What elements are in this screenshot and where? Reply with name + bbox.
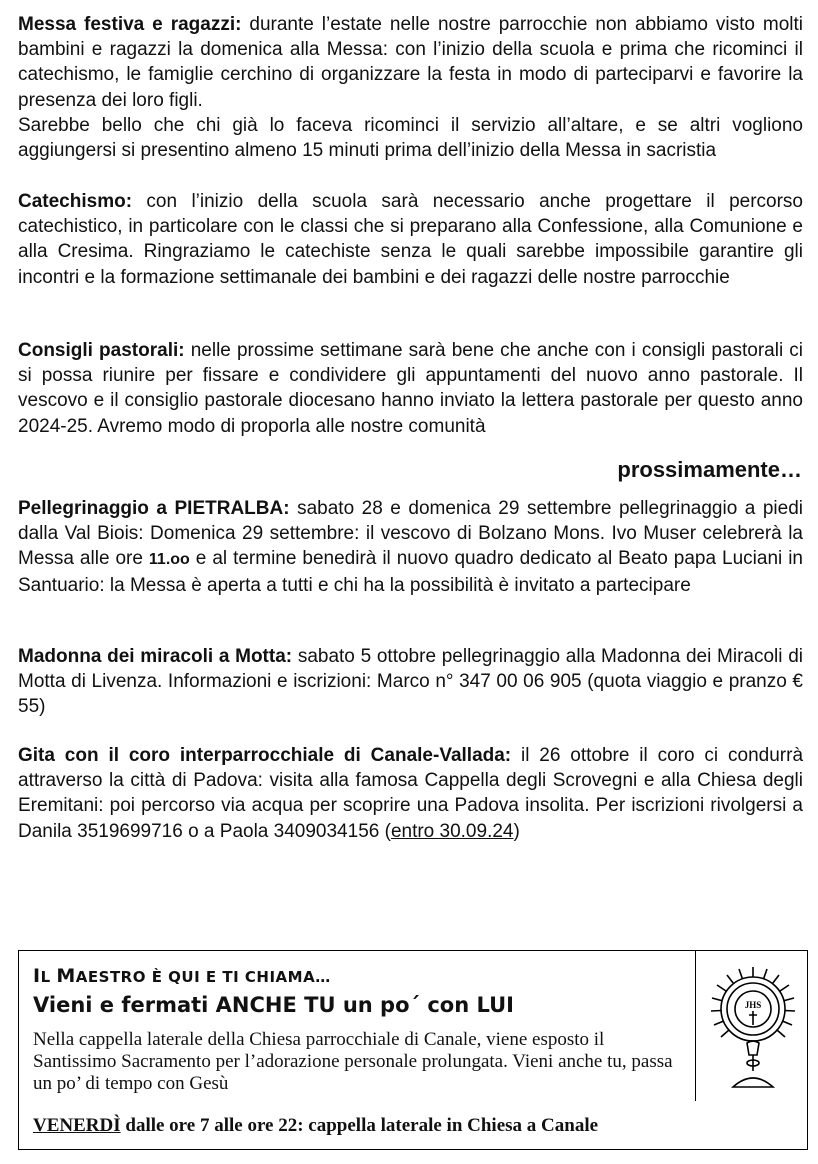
box-title-part: AESTRO È QUI E TI CHIAMA…: [75, 968, 331, 986]
footer-day: VENERDÌ: [33, 1115, 121, 1136]
paragraph-text: sabato 28 e domenica 29 settembre pellegrinaggio a piedi dalla Val Biois: Domenica 29 settembre: il vescovo di Bolzano Mons. Ivo Muser celebrerà la Messa alle ore: [18, 498, 804, 570]
paragraph-text: nelle prossime settimane sarà bene che anche con i consigli pastorali ci si possa riunire per fissare e condividere gli appuntamenti del nuovo anno pastorale. Il vescovo e il consiglio pastorale diocesano hanno inviato la lettera pastorale per questo anno 2024-25. Avremo modo di proporla alle nostre comunità: [18, 340, 804, 437]
paragraph-consigli: [18, 338, 803, 439]
paragraph-gita: [18, 743, 803, 844]
paragraph-madonna: [18, 644, 803, 720]
box-title-part: M: [56, 965, 76, 987]
paragraph-title: Consigli pastorali:: [18, 340, 185, 361]
box-footer: [33, 1115, 598, 1137]
paragraph-text: sabato 5 ottobre pellegrinaggio alla Madonna dei Miracoli di Motta di Livenza. Informazioni e iscrizioni: Marco n° 347 00 06 905 (quota viaggio e pranzo € 55): [18, 646, 803, 718]
paragraph-messa: [18, 12, 803, 163]
paragraph-title: Catechismo:: [18, 191, 133, 212]
paragraph-text: Sarebbe bello che chi già lo faceva ricominci il servizio all’altare, e se altri vogliono aggiungersi si presentino almeno 15 minuti prima dell’inizio della Messa in sacristia: [18, 114, 803, 162]
paragraph-catechismo: [18, 189, 803, 290]
paragraph-title: Gita con il coro interparrocchiale di Canale-Vallada:: [18, 745, 512, 766]
paragraph-text: durante l’estate nelle nostre parrocchie non abbiamo visto molti bambini e ragazzi la domenica alla Messa: con l’inizio della scuola e prima che ricominci il catechismo, le famiglie cerchino di organizzare la festa in modo di parteciparvi e favorire la presenza dei loro figli.: [18, 14, 803, 111]
box-divider: [695, 951, 696, 1101]
monstrance-label: JHS: [744, 1000, 762, 1010]
box-subtitle: Vieni e fermati ANCHE TU un po´ con LUI: [33, 993, 514, 1017]
section-heading-prossimamente: prossimamente…: [617, 457, 802, 482]
paragraph-pellegrinaggio: [18, 496, 803, 598]
paragraph-text: e al termine benedirà il nuovo quadro dedicato al Beato papa Luciani in Santuario: la Messa è aperta a tutti e chi ha la possibilità è invitato a partecipare: [18, 548, 803, 596]
adoration-box: [18, 950, 808, 1150]
paragraph-title: Madonna dei miracoli a Motta:: [18, 646, 293, 667]
paragraph-text: ): [513, 820, 520, 842]
mass-time: 11.oo: [148, 551, 190, 569]
box-title-part: L: [40, 968, 57, 986]
paragraph-title: Pellegrinaggio a PIETRALBA:: [18, 498, 290, 519]
deadline-text: entro 30.09.24: [390, 820, 514, 842]
monstrance-icon: [705, 959, 801, 1095]
paragraph-text: il 26 ottobre il coro ci condurrà attraverso la città di Padova: visita alla famosa Cappella degli Scrovegni e alla Chiesa degli Eremitani: poi percorso via acqua per scoprire una Padova insolita. Per iscrizioni rivolgersi a Danila 3519699716 o a Paola 3409034156 (: [18, 745, 804, 842]
footer-text: dalle ore 7 alle ore 22: cappella laterale in Chiesa a Canale: [120, 1115, 599, 1136]
paragraph-text: con l’inizio della scuola sarà necessario anche progettare il percorso catechistico, in particolare con le classi che si preparano alla Confessione, alla Comunione e alla Cresima. Ringraziamo le catechiste senza le quali sarebbe impossibile garantire gli incontri e la formazione settimanale dei bambini e dei ragazzi delle nostre parrocchie: [18, 191, 803, 288]
box-text: Nella cappella laterale della Chiesa parrocchiale di Canale, viene esposto il Santissimo Sacramento per l’adorazione personale prolungata. Vieni anche tu, passa un po’ di tempo con Gesù: [33, 1029, 673, 1094]
box-title: [33, 965, 331, 987]
box-title-part: I: [33, 965, 41, 987]
paragraph-title: Messa festiva e ragazzi:: [18, 14, 242, 35]
